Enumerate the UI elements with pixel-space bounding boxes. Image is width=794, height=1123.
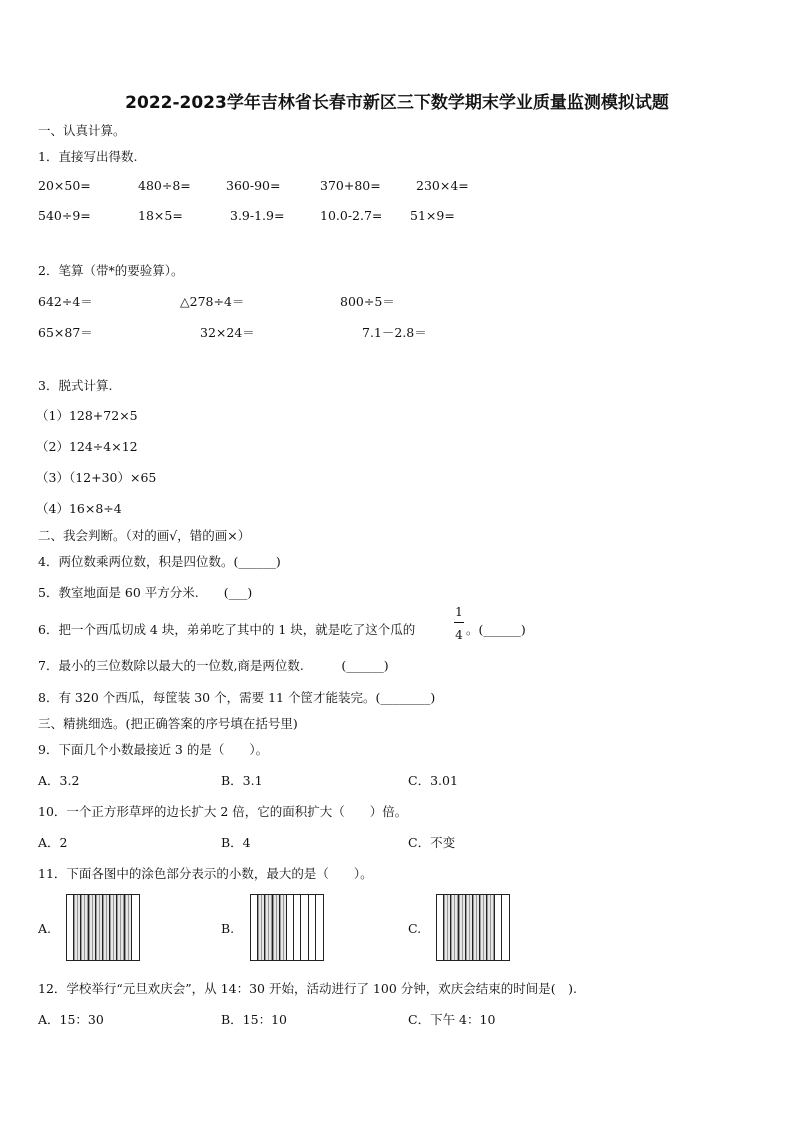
question-4: 4．两位数乘两位数，积是四位数。(______): [38, 554, 281, 569]
shaded-strip: [280, 895, 287, 960]
shaded-strip: [451, 895, 458, 960]
q10-option-c: C．不变: [408, 835, 456, 850]
question-5: 5．教室地面是 60 平方分米. (___): [38, 585, 253, 600]
q9-option-a: A．3.2: [38, 773, 80, 788]
blank-strip: [294, 895, 301, 960]
q11-option-c: C.: [408, 921, 422, 936]
section-heading-3: 三、精挑细选。(把正确答案的序号填在括号里): [38, 716, 298, 731]
q11-figure-b: [250, 894, 324, 961]
q11-option-b: B.: [221, 921, 235, 936]
q12-option-a: A．15：30: [38, 1012, 104, 1027]
section-heading-1: 一、认真计算。: [38, 123, 126, 138]
blank-strip: [437, 895, 444, 960]
q1-item: 51×9=: [410, 208, 455, 223]
question-9-label: 9．下面几个小数最接近 3 的是（ ）。: [38, 742, 269, 757]
q1-item: 540÷9=: [38, 208, 91, 223]
question-10-label: 10．一个正方形草坪的边长扩大 2 倍，它的面积扩大（ ）倍。: [38, 804, 408, 819]
question-11-label: 11．下面各图中的涂色部分表示的小数，最大的是（ ）。: [38, 866, 373, 881]
shaded-strip: [74, 895, 81, 960]
q11-figure-a: [66, 894, 140, 961]
q12-option-c: C．下午 4：10: [408, 1012, 496, 1027]
question-12-label: 12．学校举行“元旦欢庆会”，从 14：30 开始，活动进行了 100 分钟，欢庆会结束的时间是( ).: [38, 981, 577, 996]
q3-item: （4）16×8÷4: [36, 501, 122, 516]
q2-item: △278÷4＝: [180, 294, 245, 309]
shaded-strip: [96, 895, 103, 960]
q10-option-a: A．2: [38, 835, 68, 850]
q9-option-b: B．3.1: [221, 773, 263, 788]
blank-strip: [309, 895, 316, 960]
blank-strip: [502, 895, 509, 960]
q1-item: 20×50=: [38, 178, 91, 193]
blank-strip: [495, 895, 502, 960]
shaded-strip: [444, 895, 451, 960]
shaded-strip: [459, 895, 466, 960]
q3-item: （1）128+72×5: [36, 408, 138, 423]
q2-item: 65×87＝: [38, 325, 93, 340]
shaded-strip: [473, 895, 480, 960]
blank-strip: [287, 895, 294, 960]
blank-strip: [301, 895, 308, 960]
shaded-strip: [89, 895, 96, 960]
page-title: 2022-2023学年吉林省长春市新区三下数学期末学业质量监测模拟试题: [125, 93, 669, 113]
q1-item: 230×4=: [416, 178, 469, 193]
q2-item: 642÷4＝: [38, 294, 93, 309]
q1-item: 370+80=: [320, 178, 381, 193]
section-heading-2: 二、我会判断。（对的画√，错的画×）: [38, 528, 251, 543]
blank-strip: [132, 895, 139, 960]
q1-item: 18×5=: [138, 208, 183, 223]
q1-item: 10.0-2.7=: [320, 208, 383, 223]
q10-option-b: B．4: [221, 835, 251, 850]
q2-item: 7.1－2.8＝: [362, 325, 427, 340]
question-6-text: 6．把一个西瓜切成 4 块，弟弟吃了其中的 1 块，就是吃了这个瓜的: [38, 622, 416, 637]
q11-option-a: A.: [38, 921, 52, 936]
shaded-strip: [273, 895, 280, 960]
shaded-strip: [265, 895, 272, 960]
fraction-bar: [454, 622, 464, 623]
question-1-label: 1．直接写出得数.: [38, 149, 138, 164]
question-8: 8．有 320 个西瓜，每筐装 30 个，需要 11 个筐才能装完。(________): [38, 690, 436, 705]
q3-item: （2）124÷4×12: [36, 439, 138, 454]
q3-item: （3）（12+30）×65: [36, 470, 157, 485]
shaded-strip: [480, 895, 487, 960]
shaded-strip: [466, 895, 473, 960]
q11-figure-c: [436, 894, 510, 961]
blank-strip: [67, 895, 74, 960]
question-6-blank: 。(______): [466, 622, 526, 637]
question-3-label: 3．脱式计算.: [38, 378, 113, 393]
q1-item: 3.9-1.9=: [230, 208, 285, 223]
question-7: 7．最小的三位数除以最大的一位数,商是两位数. (______): [38, 658, 389, 673]
fraction-numerator: 1: [455, 605, 463, 619]
question-2-label: 2．笔算（带*的要验算）。: [38, 263, 184, 278]
shaded-strip: [103, 895, 110, 960]
q2-item: 32×24＝: [200, 325, 255, 340]
fraction-denominator: 4: [455, 628, 463, 642]
shaded-strip: [258, 895, 265, 960]
blank-strip: [251, 895, 258, 960]
q2-item: 800÷5＝: [340, 294, 395, 309]
shaded-strip: [81, 895, 88, 960]
shaded-strip: [125, 895, 132, 960]
q1-item: 480÷8=: [138, 178, 191, 193]
blank-strip: [316, 895, 323, 960]
shaded-strip: [487, 895, 494, 960]
q12-option-b: B．15：10: [221, 1012, 287, 1027]
shaded-strip: [117, 895, 124, 960]
shaded-strip: [110, 895, 117, 960]
q1-item: 360-90=: [226, 178, 281, 193]
q9-option-c: C．3.01: [408, 773, 458, 788]
